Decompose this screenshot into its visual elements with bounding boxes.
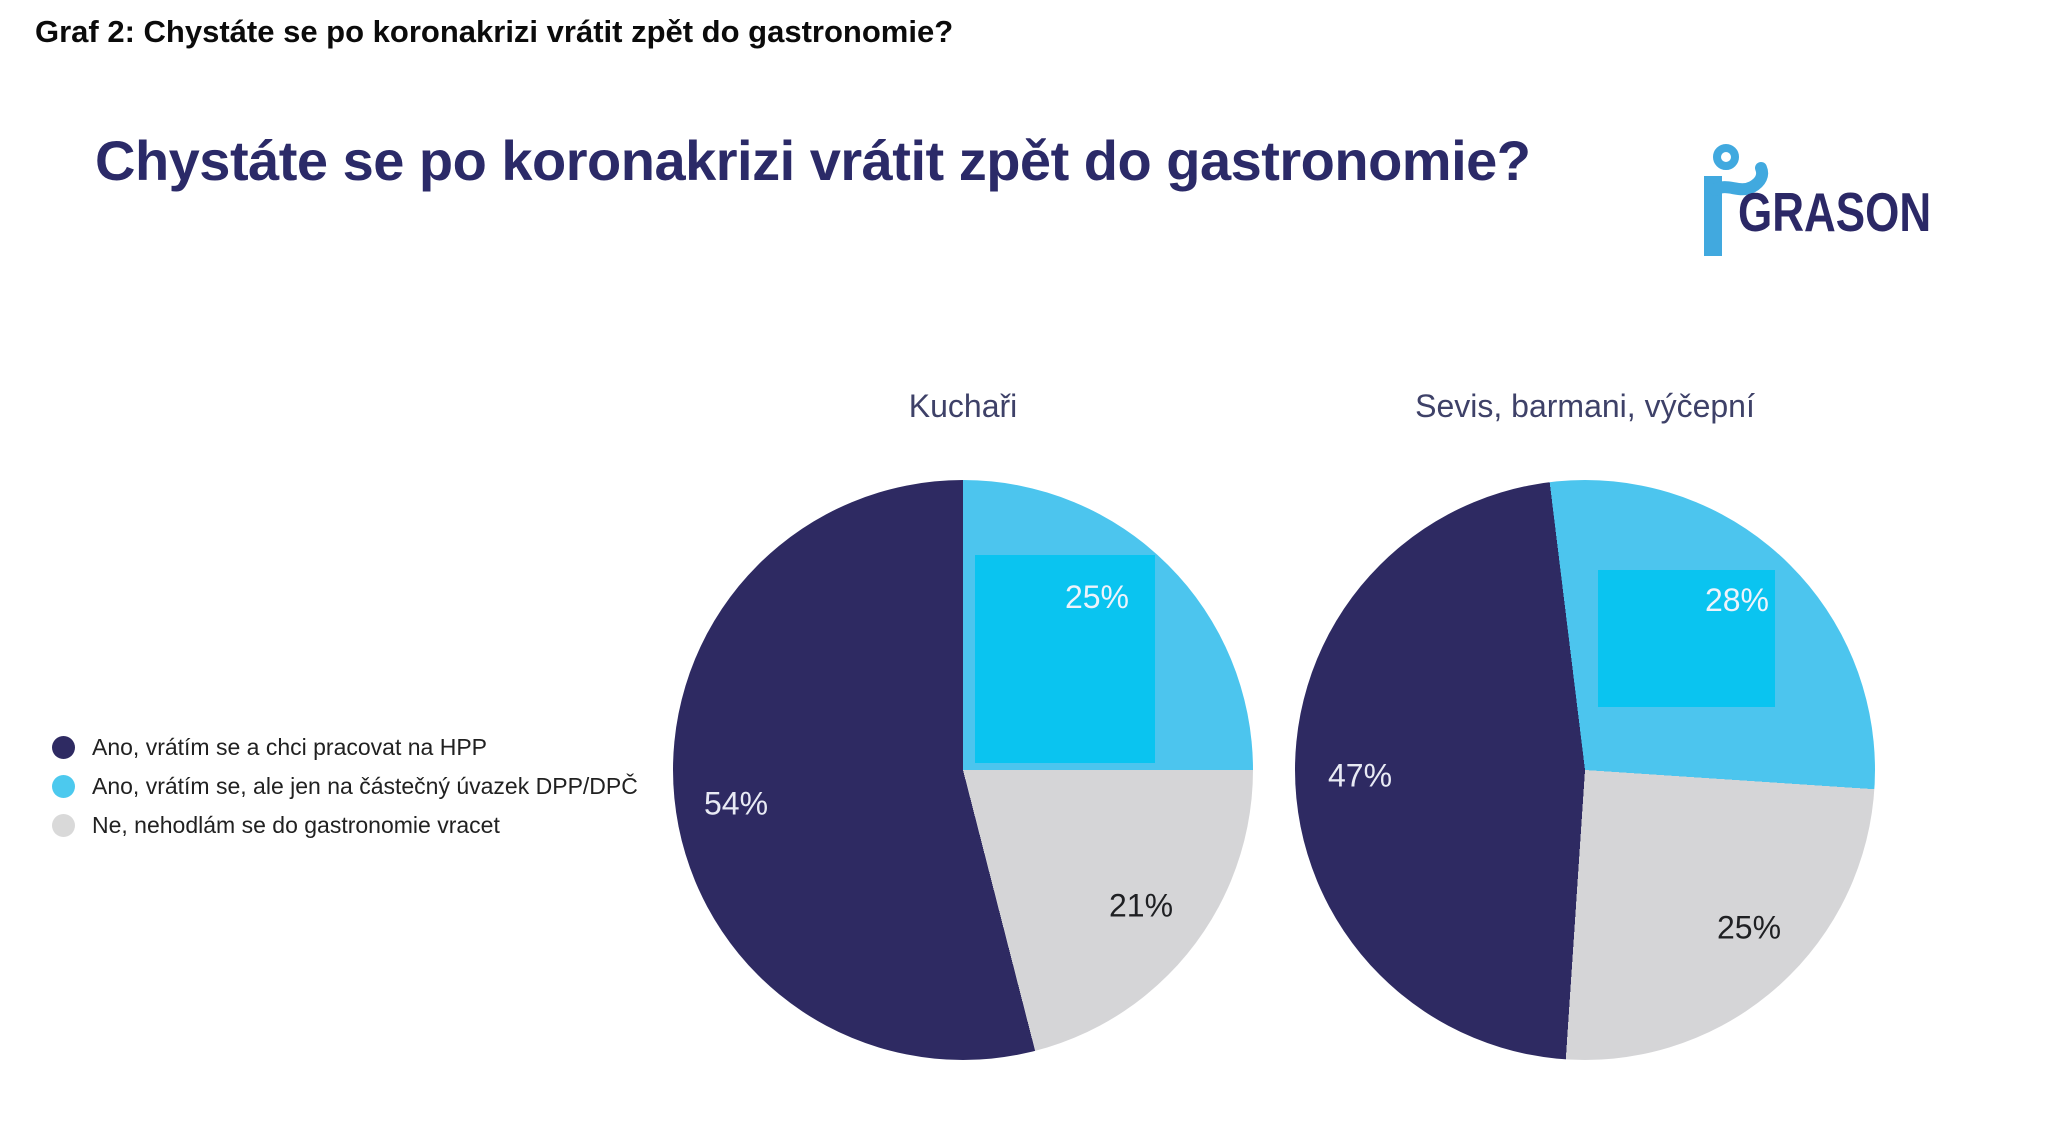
pie-title-kuchari: Kuchaři [908, 388, 1018, 424]
slice-value-label: 25% [1716, 909, 1782, 946]
slice-value-label: 47% [1327, 757, 1393, 794]
chart-legend [52, 728, 638, 845]
slice-value-label: 21% [1108, 887, 1174, 924]
legend-swatch-navy [52, 736, 75, 759]
pie-title-servis: Sevis, barmani, výčepní [1415, 388, 1755, 424]
pie-chart-servis [1295, 480, 1875, 1060]
slice-highlight-box [1598, 570, 1775, 707]
legend-item-ne [52, 806, 638, 845]
slice-highlight-box [975, 555, 1155, 763]
legend-swatch-cyan [52, 775, 75, 798]
chart-title: Chystáte se po koronakrizi vrátit zpět do gastronomie? [95, 129, 1531, 192]
figure-caption: Graf 2: Chystáte se po koronakrizi vrátit zpět do gastronomie? [35, 14, 954, 49]
slice-value-label: 25% [1064, 579, 1129, 615]
legend-label: Ano, vrátím se a chci pracovat na HPP [92, 734, 488, 760]
grason-logo [1698, 140, 1932, 262]
slice-value-label: 54% [703, 785, 769, 822]
grason-logo-text: GRASON [1738, 181, 1932, 243]
legend-swatch-gray [52, 814, 75, 837]
legend-label: Ano, vrátím se, ale jen na částečný úvazek DPP/DPČ [92, 773, 638, 799]
slice-value-label: 28% [1704, 582, 1769, 618]
legend-label: Ne, nehodlám se do gastronomie vracet [92, 812, 500, 838]
legend-item-hpp [52, 728, 638, 767]
pie-chart-kuchari [673, 480, 1253, 1060]
legend-item-dpp [52, 767, 638, 806]
